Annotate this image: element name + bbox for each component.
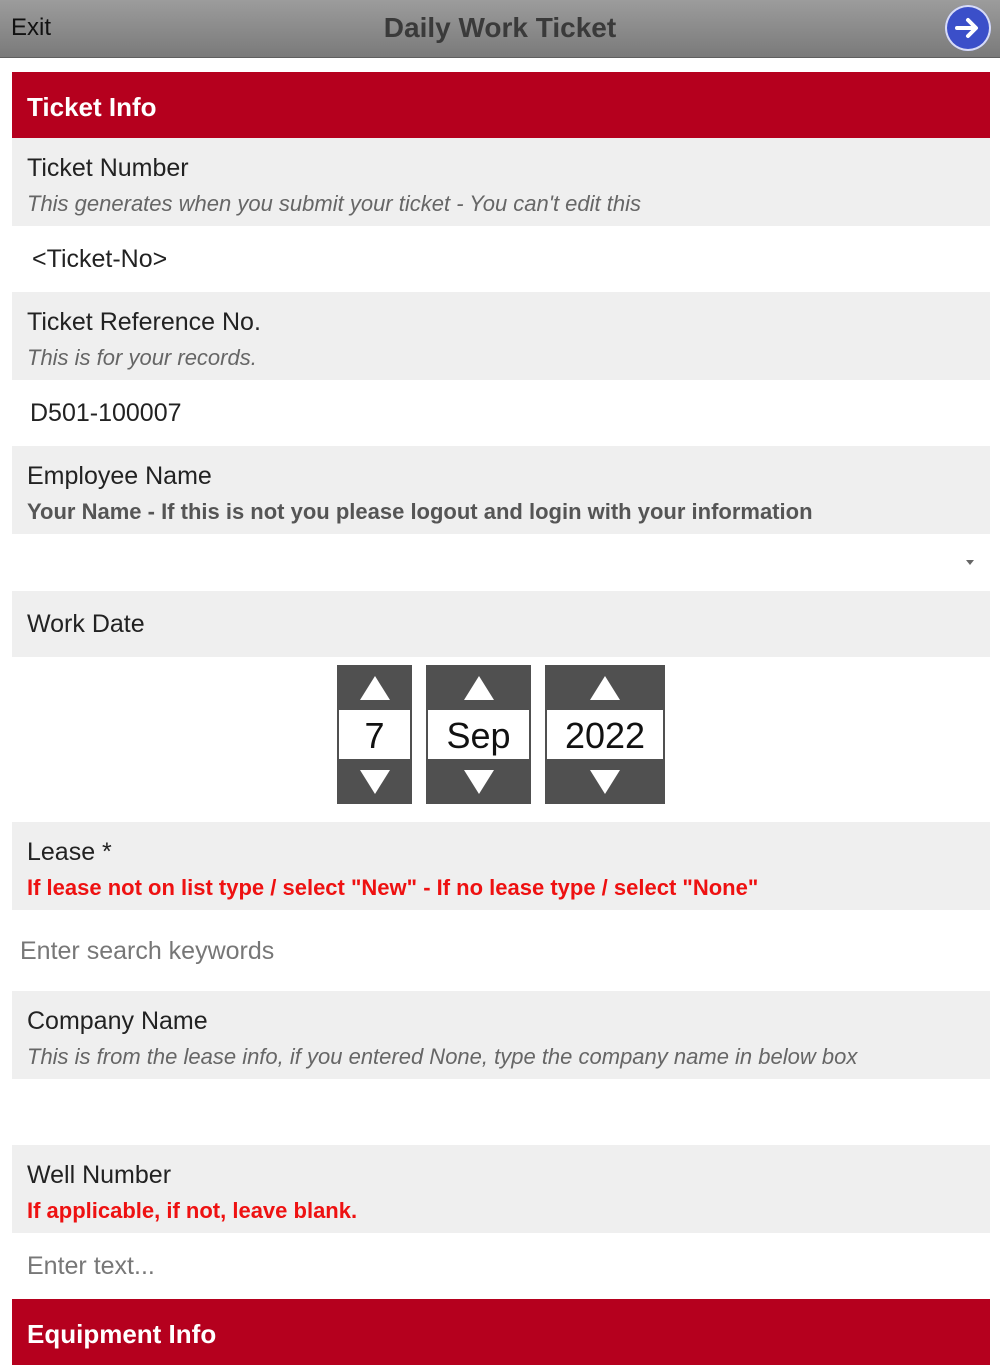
lease-search-input[interactable]: [12, 910, 990, 991]
well-number-input[interactable]: [12, 1233, 990, 1299]
year-value: 2022: [545, 710, 665, 759]
well-number-hint: If applicable, if not, leave blank.: [27, 1198, 358, 1223]
down-arrow-icon: [590, 770, 620, 794]
year-spinner: [545, 665, 665, 804]
work-date-label: Work Date: [27, 610, 145, 638]
lease-hint: If lease not on list type / select "New" - If no lease type / select "None": [27, 875, 759, 900]
employee-name-select[interactable]: [12, 534, 990, 591]
up-arrow-icon: [590, 676, 620, 700]
well-number-label-block: [12, 1145, 990, 1233]
day-down-button[interactable]: [337, 759, 412, 804]
work-date-picker: [12, 657, 990, 822]
company-name-label-block: [12, 991, 990, 1079]
lease-label-block: [12, 822, 990, 910]
year-down-button[interactable]: [545, 759, 665, 804]
ticket-reference-label-block: [12, 292, 990, 380]
ticket-reference-label: Ticket Reference No.: [27, 308, 261, 336]
well-number-placeholder: Enter text...: [27, 1252, 155, 1280]
ticket-reference-hint: This is for your records.: [27, 345, 257, 370]
dropdown-caret-icon: [966, 560, 974, 565]
month-spinner: [426, 665, 531, 804]
company-name-hint: This is from the lease info, if you entered None, type the company name in below box: [27, 1044, 858, 1069]
employee-name-label: Employee Name: [27, 462, 212, 490]
down-arrow-icon: [360, 770, 390, 794]
employee-name-label-block: [12, 446, 990, 534]
section-header-ticket-info: Ticket Info: [12, 72, 990, 138]
day-spinner: [337, 665, 412, 804]
exit-button[interactable]: Exit: [11, 14, 52, 41]
ticket-number-value: <Ticket-No>: [32, 245, 168, 273]
company-name-field[interactable]: [12, 1079, 990, 1145]
up-arrow-icon: [360, 676, 390, 700]
next-button[interactable]: [945, 5, 991, 51]
ticket-number-label-block: [12, 138, 990, 226]
employee-name-hint: Your Name - If this is not you please logout and login with your information: [27, 499, 813, 524]
lease-label: Lease *: [27, 838, 112, 866]
lease-search-placeholder: Enter search keywords: [20, 937, 275, 965]
ticket-number-hint: This generates when you submit your ticket - You can't edit this: [27, 191, 642, 216]
down-arrow-icon: [464, 770, 494, 794]
day-value: 7: [337, 710, 412, 759]
ticket-number-label: Ticket Number: [27, 154, 189, 182]
page-title: Daily Work Ticket: [383, 12, 617, 43]
day-up-button[interactable]: [337, 665, 412, 710]
ticket-reference-value: D501-100007: [30, 399, 182, 427]
ticket-reference-field[interactable]: [12, 380, 990, 446]
top-bar: [0, 0, 1000, 58]
section-header-equipment-info: Equipment Info: [12, 1299, 990, 1365]
well-number-label: Well Number: [27, 1161, 172, 1189]
form-content: [12, 72, 990, 1365]
month-down-button[interactable]: [426, 759, 531, 804]
month-up-button[interactable]: [426, 665, 531, 710]
up-arrow-icon: [464, 676, 494, 700]
ticket-number-field: [12, 226, 990, 292]
arrow-right-icon: [953, 13, 983, 43]
year-up-button[interactable]: [545, 665, 665, 710]
work-date-label-block: [12, 591, 990, 657]
month-value: Sep: [426, 710, 531, 759]
company-name-label: Company Name: [27, 1007, 208, 1035]
